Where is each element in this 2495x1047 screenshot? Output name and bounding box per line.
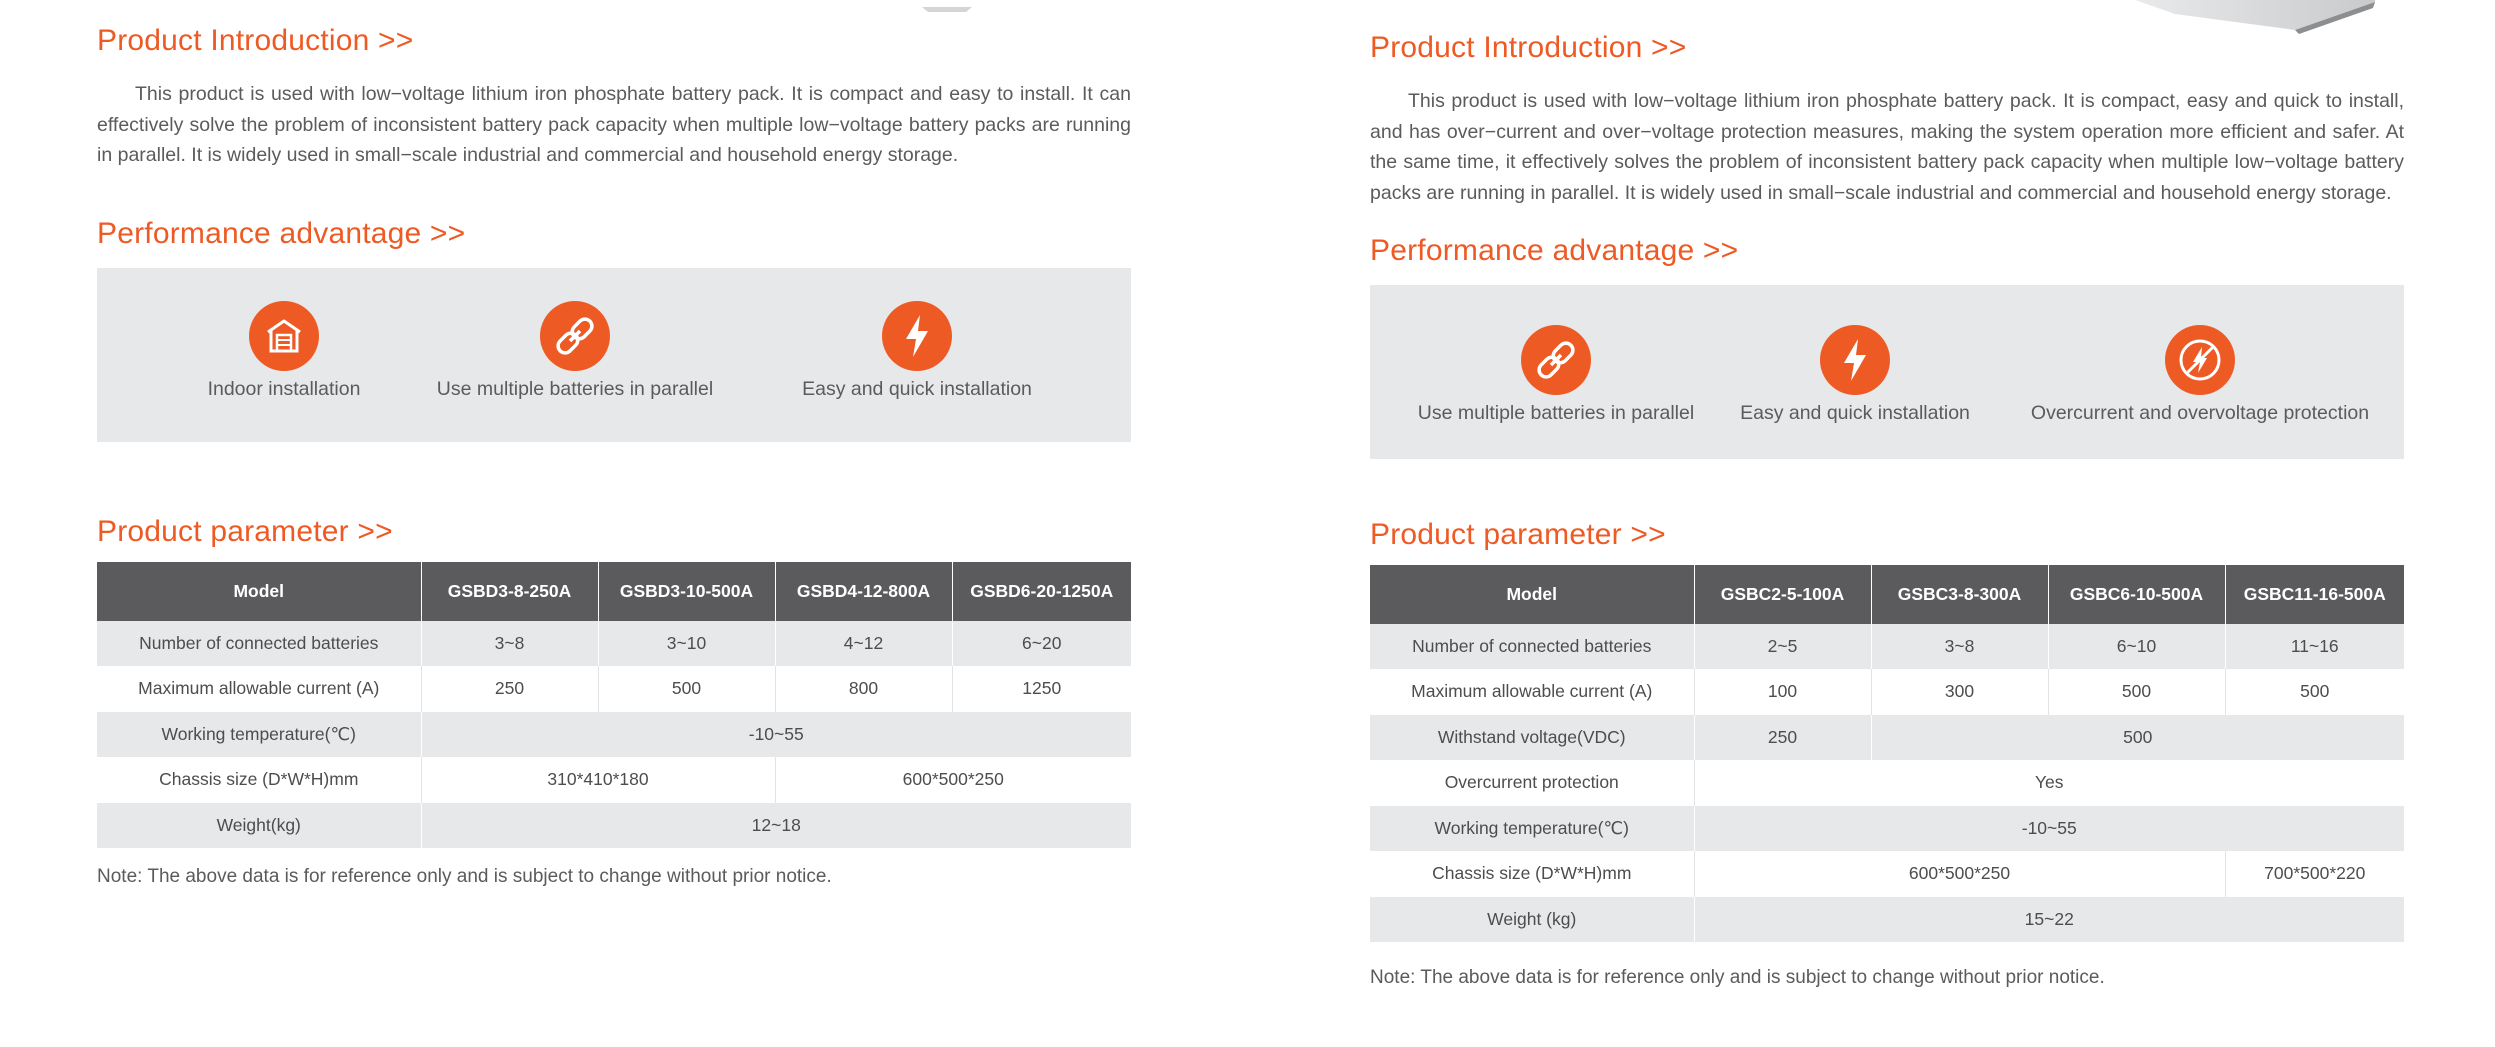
table-row bbox=[1370, 669, 2404, 715]
table-row bbox=[1370, 851, 2404, 897]
disclaimer-note: Note: The above data is for reference only and is subject to change without prior notice. bbox=[97, 866, 832, 887]
row-label: Maximum allowable current (A) bbox=[1370, 669, 1694, 715]
table-cell: 250 bbox=[1694, 715, 1871, 761]
table-cell: 6~10 bbox=[2048, 624, 2225, 669]
advantage-item bbox=[184, 268, 384, 442]
table-cell: 500 bbox=[2048, 669, 2225, 715]
advantage-item bbox=[1411, 292, 1701, 466]
table-header-cell: GSBC6-10-500A bbox=[2048, 565, 2225, 624]
table-cell: 500 bbox=[1871, 715, 2404, 761]
table-row bbox=[97, 621, 1131, 666]
table-header-cell: GSBD6-20-1250A bbox=[952, 562, 1131, 621]
product-introduction-text: This product is used with low−voltage lithium iron phosphate battery pack. It is compact and easy to install. It can effectively solve the problem of inconsistent battery pack capacity when multiple low−voltage battery packs are running in parallel. It is widely used in small−scale industrial and commercial and household energy storage. bbox=[97, 83, 1131, 166]
table-cell: 1250 bbox=[952, 666, 1131, 712]
product-parameter-heading: Product parameter >> bbox=[1370, 518, 1666, 551]
advantage-item bbox=[430, 268, 720, 442]
row-label: Chassis size (D*W*H)mm bbox=[97, 757, 421, 803]
table-row bbox=[1370, 624, 2404, 669]
table-cell: 12~18 bbox=[421, 803, 1131, 849]
advantage-item bbox=[1725, 292, 1985, 466]
table-header-cell: GSBC2-5-100A bbox=[1694, 565, 1871, 624]
table-cell: 500 bbox=[598, 666, 775, 712]
row-label: Working temperature(℃) bbox=[1370, 806, 1694, 852]
table-header-cell: Model bbox=[1370, 565, 1694, 624]
product-parameter-heading: Product parameter >> bbox=[97, 515, 393, 548]
row-label: Number of connected batteries bbox=[97, 621, 421, 666]
product-parameter-table bbox=[1370, 565, 2404, 942]
table-header-cell: GSBD4-12-800A bbox=[775, 562, 952, 621]
table-cell: 6~20 bbox=[952, 621, 1131, 666]
advantage-item bbox=[2015, 292, 2385, 466]
table-header-cell: GSBD3-8-250A bbox=[421, 562, 598, 621]
row-label: Weight (kg) bbox=[1370, 897, 1694, 943]
row-label: Chassis size (D*W*H)mm bbox=[1370, 851, 1694, 897]
product-parameter-table bbox=[97, 562, 1131, 848]
product-image-fragment bbox=[922, 0, 972, 6]
product-image-fragment bbox=[2135, 0, 2375, 36]
table-cell: Yes bbox=[1694, 760, 2404, 806]
advantage-label: Overcurrent and overvoltage protection bbox=[2030, 402, 2370, 424]
row-label: Number of connected batteries bbox=[1370, 624, 1694, 669]
table-row bbox=[1370, 897, 2404, 943]
table-header-cell: GSBD3-10-500A bbox=[598, 562, 775, 621]
table-row bbox=[97, 666, 1131, 712]
table-row bbox=[1370, 760, 2404, 806]
table-cell: 250 bbox=[421, 666, 598, 712]
table-header-row bbox=[97, 562, 1131, 621]
performance-advantage-box bbox=[97, 268, 1131, 442]
product-introduction-heading: Product Introduction >> bbox=[97, 24, 414, 57]
performance-advantage-box bbox=[1370, 285, 2404, 459]
table-cell: 15~22 bbox=[1694, 897, 2404, 943]
performance-advantage-heading: Performance advantage >> bbox=[97, 217, 466, 250]
row-label: Weight(kg) bbox=[97, 803, 421, 849]
lightning-bolt-icon bbox=[882, 301, 952, 371]
disclaimer-note: Note: The above data is for reference only and is subject to change without prior notice. bbox=[1370, 967, 2105, 988]
advantage-item bbox=[767, 268, 1067, 442]
table-cell: 4~12 bbox=[775, 621, 952, 666]
row-label: Working temperature(℃) bbox=[97, 712, 421, 758]
table-cell: 2~5 bbox=[1694, 624, 1871, 669]
table-cell: 600*500*250 bbox=[775, 757, 1131, 803]
row-label: Overcurrent protection bbox=[1370, 760, 1694, 806]
table-cell: 310*410*180 bbox=[421, 757, 775, 803]
chain-link-icon bbox=[540, 301, 610, 371]
table-cell: 800 bbox=[775, 666, 952, 712]
table-cell: -10~55 bbox=[1694, 806, 2404, 852]
table-row bbox=[97, 757, 1131, 803]
advantage-label: Use multiple batteries in parallel bbox=[436, 378, 714, 400]
table-row bbox=[97, 712, 1131, 758]
advantage-label: Easy and quick installation bbox=[1740, 402, 1970, 424]
advantage-label: Indoor installation bbox=[207, 378, 361, 400]
table-header-row bbox=[1370, 565, 2404, 624]
table-cell: -10~55 bbox=[421, 712, 1131, 758]
advantage-label: Easy and quick installation bbox=[802, 378, 1032, 400]
table-cell: 3~10 bbox=[598, 621, 775, 666]
table-cell: 700*500*220 bbox=[2225, 851, 2404, 897]
product-introduction-heading: Product Introduction >> bbox=[1370, 31, 1687, 64]
advantage-label: Use multiple batteries in parallel bbox=[1417, 402, 1695, 424]
table-cell: 3~8 bbox=[1871, 624, 2048, 669]
performance-advantage-heading: Performance advantage >> bbox=[1370, 234, 1739, 267]
table-cell: 300 bbox=[1871, 669, 2048, 715]
table-row bbox=[1370, 715, 2404, 761]
row-label: Maximum allowable current (A) bbox=[97, 666, 421, 712]
table-cell: 600*500*250 bbox=[1694, 851, 2225, 897]
warehouse-icon bbox=[249, 301, 319, 371]
row-label: Withstand voltage(VDC) bbox=[1370, 715, 1694, 761]
table-cell: 500 bbox=[2225, 669, 2404, 715]
table-cell: 11~16 bbox=[2225, 624, 2404, 669]
table-header-cell: GSBC3-8-300A bbox=[1871, 565, 2048, 624]
table-cell: 100 bbox=[1694, 669, 1871, 715]
lightning-bolt-icon bbox=[1820, 325, 1890, 395]
product-introduction-text: This product is used with low−voltage lithium iron phosphate battery pack. It is compact, easy and quick to install, and has over−current and over−voltage protection measures, making the system operation more efficient and safer. At the same time, it effectively solves the problem of inconsistent battery pack capacity when multiple low−voltage battery packs are running in parallel. It is widely used in small−scale industrial and commercial and household energy storage. bbox=[1370, 90, 2404, 204]
table-header-cell: GSBC11-16-500A bbox=[2225, 565, 2404, 624]
table-row bbox=[97, 803, 1131, 849]
table-cell: 3~8 bbox=[421, 621, 598, 666]
table-header-cell: Model bbox=[97, 562, 421, 621]
overcurrent-protection-icon bbox=[2165, 325, 2235, 395]
chain-link-icon bbox=[1521, 325, 1591, 395]
table-row bbox=[1370, 806, 2404, 852]
